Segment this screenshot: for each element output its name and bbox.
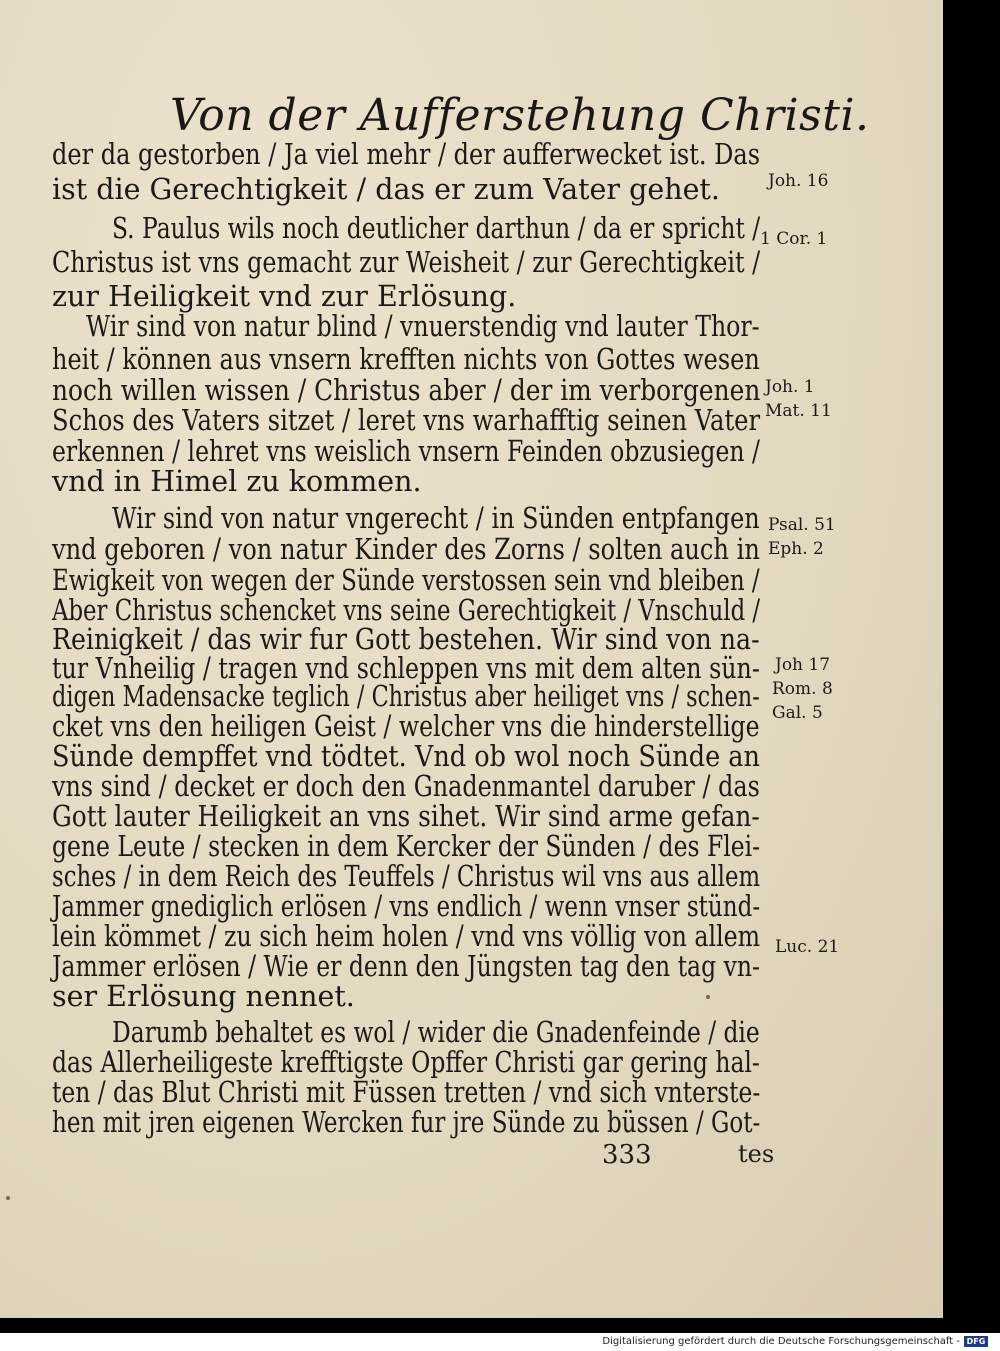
margin-reference: Joh. 16: [768, 171, 829, 191]
text-line: heit / können aus vnsern krefften nichts von Gottes wesen: [52, 343, 760, 376]
text-line: Aber Christus schencket vns seine Gerechtigkeit / Vnschuld /: [52, 594, 761, 627]
text-line: Ewigkeit von wegen der Sünde verstossen sein vnd bleiben /: [52, 564, 760, 597]
text-line: Darumb behaltet es wol / wider die Gnadenfeinde / die: [112, 1016, 760, 1049]
text-line: Christus ist vns gemacht zur Weisheit / zur Gerechtigkeit /: [52, 246, 761, 279]
text-line: sches / in dem Reich des Teuffels / Christus wil vns aus allem: [52, 860, 761, 893]
text-line: Reinigkeit / das wir fur Gott bestehen. Wir sind von na-: [52, 623, 760, 656]
text-line: ser Erlösung nennet.: [52, 980, 355, 1013]
text-line: cket vns den heiligen Geist / welcher vns die hinderstellige: [52, 710, 760, 743]
margin-reference: Rom. 8: [772, 679, 833, 699]
page-number: 333: [602, 1140, 652, 1170]
margin-reference: Joh 17: [775, 655, 831, 675]
text-line: Schos des Vaters sitzet / leret vns warhafftig seinen Vater: [52, 404, 761, 437]
margin-reference: Mat. 11: [765, 401, 832, 421]
text-line: Jammer erlösen / Wie er denn den Jüngsten tag den tag vn-: [52, 950, 760, 983]
text-line: gene Leute / stecken in dem Kercker der Sünden / des Flei-: [52, 830, 761, 863]
text-line: vnd geboren / von natur Kinder des Zorns / solten auch in: [52, 533, 760, 566]
text-line: lein kömmet / zu sich heim holen / vnd vns völlig von allem: [52, 920, 761, 953]
margin-reference: Gal. 5: [772, 703, 823, 723]
margin-reference: Eph. 2: [768, 539, 824, 559]
text-line: Jammer gnediglich erlösen / vns endlich / wenn vnser stünd-: [52, 890, 761, 923]
dfg-logo: DFG: [964, 1336, 988, 1347]
text-line: S. Paulus wils noch deutlicher darthun / da er spricht /: [112, 212, 761, 245]
text-line: das Allerheiligeste krefftigste Opffer Christi gar gering hal-: [52, 1046, 760, 1079]
text-line: zur Heiligkeit vnd zur Erlösung.: [52, 280, 517, 313]
text-line: Wir sind von natur blind / vnuerstendig vnd lauter Thor-: [86, 310, 760, 343]
text-line: erkennen / lehret vns weislich vnsern Feinden obzusiegen /: [52, 435, 760, 468]
text-line: Gott lauter Heiligkeit an vns sihet. Wir sind arme gefan-: [52, 800, 760, 833]
ink-spot: [6, 1196, 10, 1200]
text-line: digen Madensacke teglich / Christus aber heiliget vns / schen-: [52, 680, 760, 713]
margin-reference: 1 Cor. 1: [760, 229, 828, 249]
text-line: vnd in Himel zu kommen.: [52, 465, 422, 498]
margin-reference: Psal. 51: [768, 515, 836, 535]
text-line: vns sind / decket er doch den Gnadenmantel daruber / das: [52, 770, 760, 803]
text-line: Sünde dempffet vnd tödtet. Vnd ob wol noch Sünde an: [52, 740, 760, 773]
catchword: tes: [738, 1140, 775, 1168]
text-line: Wir sind von natur vngerecht / in Sünden entpfangen: [112, 502, 760, 535]
margin-reference: Joh. 1: [765, 377, 815, 397]
running-head: Von der Aufferstehung Christi.: [170, 90, 870, 141]
text-line: ten / das Blut Christi mit Füssen tretten / vnd sich vnterste-: [52, 1076, 761, 1109]
text-line: noch willen wissen / Christus aber / der im verborgenen: [52, 374, 761, 407]
text-line: tur Vnheilig / tragen vnd schleppen vns mit dem alten sün-: [52, 652, 760, 685]
margin-reference: Luc. 21: [775, 937, 840, 957]
footer-credit: Digitalisierung gefördert durch die Deutsche Forschungsgemeinschaft -: [602, 1336, 960, 1347]
text-line: hen mit jren eigenen Wercken fur jre Sünde zu büssen / Got-: [52, 1106, 761, 1139]
text-line: ist die Gerechtigkeit / das er zum Vater gehet.: [52, 173, 720, 206]
ink-spot: [706, 995, 710, 999]
text-line: der da gestorben / Ja viel mehr / der aufferwecket ist. Das: [52, 138, 761, 171]
